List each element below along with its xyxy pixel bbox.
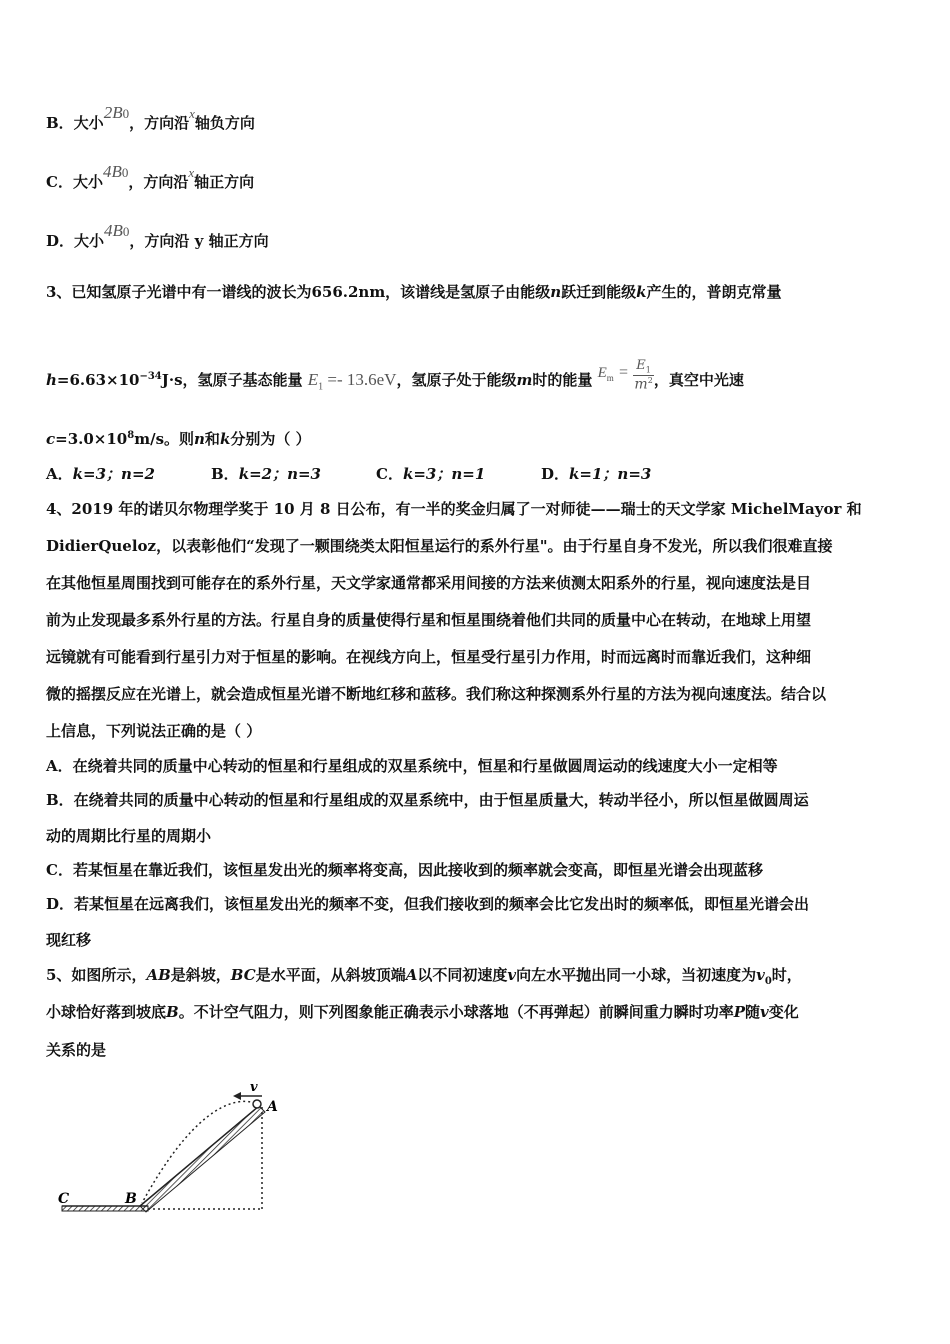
q3-option-b: B．k=2；n=3 [211,465,321,483]
q4-line-7: 上信息，下列说法正确的是（ ） [46,722,262,740]
q4-line-5: 远镜就有可能看到行星引力对于恒星的影响。在视线方向上，恒星受行星引力作用，时而远离时而靠近我们，这种细 [46,648,812,666]
q2-option-d: D．大小4B0，方向沿 y 轴正方向 [46,221,269,250]
q4-option-b-cont: 动的周期比行星的周期小 [46,827,212,845]
q3-option-d: D．k=1；n=3 [541,465,652,483]
q5-line-2: 小球恰好落到坡底B。不计空气阻力，则下列图象能正确表示小球落地（不再弹起）前瞬间重力瞬时功率P随v变化 [46,1003,799,1021]
label-b: B [125,1191,137,1207]
incline-ab [140,1106,265,1212]
q3-option-c: C．k=3；n=1 [376,465,486,483]
energy-fraction: $\frac{E_1}{m^2}$ [634,358,653,393]
trajectory [142,1101,255,1203]
q2-d-value: 4B0 [104,221,130,240]
energy-level-symbol: $E_m$ [597,365,614,384]
q3-line-1: 3、已知氢原子光谱中有一谱线的波长为656.2nm，该谱线是氢原子由能级n跃迁到能级k产生的，普朗克常量 [46,283,782,301]
q4-line-6: 微的摇摆反应在光谱上，就会造成恒星光谱不断地红移和蓝移。我们称这种探测系外行星的方法为视向速度法。结合以 [46,685,827,703]
q3-line-3: $c=3.0\times 10^8m/s$。则n和k分别为（ ） [46,430,311,448]
ball [253,1100,261,1108]
q4-option-d: D．若某恒星在远离我们，该恒星发出光的频率不变，但我们接收到的频率会比它发出时的频率低，即恒星光谱会出 [46,895,810,913]
q4-option-d-cont: 现红移 [46,931,92,949]
q4-option-a: A．在绕着共同的质量中心转动的恒星和行星组成的双星系统中，恒星和行星做圆周运动的线速度大小一定相等 [46,757,778,775]
q2-option-b: B．大小2B0，方向沿x轴负方向 [46,103,255,132]
q5-line-1: 5、如图所示，AB是斜坡，BC是水平面，从斜坡顶端A以不同初速度v向左水平抛出同一小球，当初速度为$v_0$时， [46,966,802,987]
q3-line-2: $h=6.63\times 10^{-34}J\cdot s$，氢原子基态能量 $E_1 =- 13.6eV$，氢原子处于能级m时的能量 $E_m$ = $\frac{E_1}{m^2}$ ，真空中光速 [46,358,744,393]
q4-option-c: C．若某恒星在靠近我们，该恒星发出光的频率将变高，因此接收到的频率就会变高，即恒星光谱会出现蓝移 [46,861,763,879]
q4-line-1: 4、2019 年的诺贝尔物理学奖于 10 月 8 日公布，有一半的奖金归属了一对师徒——瑞士的天文学家 MichelMayor 和 [46,500,862,518]
label-a: A [267,1099,278,1115]
q2-c-value: 4B0 [102,162,129,181]
q4-line-3: 在其他恒星周围找到可能存在的系外行星，天文学家通常都采用间接的方法来侦测太阳系外的行星，视向速度法是目 [46,574,812,592]
q2-b-value: 2B0 [103,103,130,122]
incline-figure [50,1075,290,1225]
q5-line-3: 关系的是 [46,1041,107,1059]
q4-line-4: 前为止发现最多系外行星的方法。行星自身的质量使得行星和恒星围绕着他们共同的质量中心在转动，在地球上用望 [46,611,812,629]
q3-option-a: A．k=3；n=2 [46,465,155,483]
q4-line-2: DidierQueloz，以表彰他们“发现了一颗围绕类太阳恒星运行的系外行星"。由于行星自身不发光，所以我们很难直接 [46,537,833,555]
q4-option-b: B．在绕着共同的质量中心转动的恒星和行星组成的双星系统中，由于恒星质量大，转动半径小，所以恒星做圆周运 [46,791,809,809]
velocity-arrowhead [233,1092,241,1100]
q2-option-c: C．大小4B0，方向沿x轴正方向 [46,162,255,191]
ground-state-energy: $E_1 =- 13.6eV$ [307,370,397,393]
label-v: v [250,1080,258,1095]
label-c: C [58,1191,70,1207]
